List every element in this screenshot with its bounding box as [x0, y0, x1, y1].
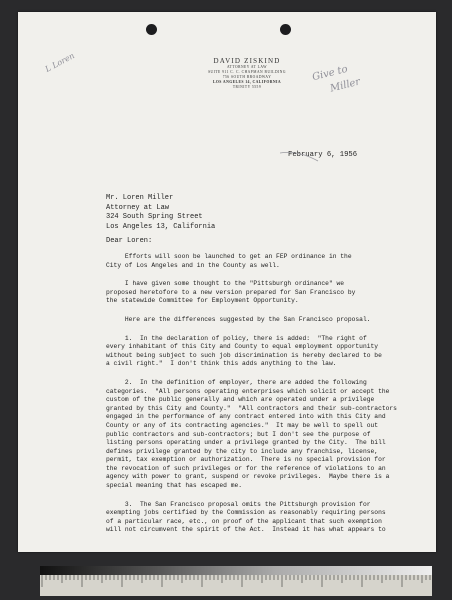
body-line: County or any of its contracting agencies." It may be well to spell out	[106, 421, 379, 429]
letterhead-suite: SUITE 911 C. C. CHAPMAN BUILDING	[208, 70, 286, 74]
handwritten-note-top-right-2: Miller	[329, 76, 362, 95]
recipient-line: 324 South Spring Street	[106, 213, 203, 221]
punch-hole-left	[146, 24, 157, 35]
letterhead-street: 756 SOUTH BROADWAY	[222, 75, 272, 79]
body-line: the revocation of such privileges or for the reference of violations to an	[106, 464, 386, 472]
body-line: listing persons operating under a privilege granted by the City. The bill	[106, 439, 386, 447]
handwritten-note-top-left: L Loren	[43, 51, 76, 74]
letterhead	[178, 57, 316, 90]
body-line: engaged in the performance of any contract entered into with this City and	[106, 413, 386, 421]
letterhead-phone: TRINITY 5559	[232, 85, 262, 89]
body-line: 3. The San Francisco proposal omits the Pittsburgh provision for	[106, 500, 371, 508]
paragraph-3	[106, 316, 416, 325]
letterhead-name: DAVID ZISKIND	[213, 57, 281, 65]
salutation: Dear Loren:	[106, 237, 153, 245]
recipient-line: Mr. Loren Miller	[106, 194, 174, 202]
body-line: I have given some thought to the "Pittsburgh ordinance" we	[106, 280, 345, 288]
body-line: agency with power to grant, suspend or revoke privileges. Maybe there is a	[106, 473, 390, 481]
body-line: permit, tax exemption or authorization. There is no special provision for	[106, 456, 386, 464]
paragraph-2	[106, 280, 416, 306]
body-line: Efforts will soon be launched to get an FEP ordinance in the	[106, 253, 352, 260]
handwritten-note-top-right: Give to	[311, 63, 349, 84]
scale-ruler	[40, 566, 432, 596]
body-line: a civil right." I don't think this adds anything to the law.	[106, 360, 337, 368]
letterhead-title: ATTORNEY AT LAW	[226, 65, 268, 69]
letterhead-city: LOS ANGELES 14, CALIFORNIA	[213, 80, 281, 84]
body-line: the statewide Committee for Employment Opportunity.	[106, 297, 299, 305]
body-line: special meaning that has escaped me.	[106, 482, 243, 490]
color-calibration-band	[40, 566, 432, 575]
body-line: without being subject to such job discrimination is hereby declared to be	[106, 351, 382, 359]
punch-hole-right	[280, 24, 291, 35]
body-line: 2. In the definition of employer, there are added the following	[106, 378, 367, 386]
letter-page	[18, 12, 436, 552]
body-line: public contractors and sub-contractors; but I don't see the purpose of	[106, 430, 371, 438]
body-line: exempting jobs certified by the Commission as reasonably requiring persons	[106, 509, 386, 517]
pencil-mark	[280, 151, 320, 163]
recipient-line: Attorney at Law	[106, 203, 170, 212]
body-line: custom of the public generally and which are operated under a privilege	[106, 396, 375, 404]
body-line: 1. In the declaration of policy, there is added: "The right of	[106, 334, 367, 342]
paragraph-4	[106, 335, 416, 369]
ruler-ticks	[40, 575, 432, 596]
body-line: categories. "All persons operating enterprises which solicit or accept the	[106, 387, 390, 395]
body-line: of a particular race, etc., on proof of the applicant that such exemption	[106, 517, 382, 525]
paragraph-6	[106, 501, 416, 535]
recipient-line: Los Angeles 13, California	[106, 222, 216, 231]
body-line: every inhabitant of this City and County to equal employment opportunity	[106, 343, 379, 351]
letter-date: February 6, 1956	[288, 151, 358, 159]
body-line: Here are the differences suggested by the San Francisco proposal.	[106, 315, 371, 323]
body-line: defines privilege granted by the city to include any franchise, license,	[106, 447, 379, 455]
body-line: proposed heretofore to a new version prepared for San Francisco by	[106, 288, 356, 296]
body-line: granted by this City and County." "All contractors and their sub-contractors	[106, 404, 397, 412]
body-line: City of Los Angeles and in the County as well.	[106, 261, 280, 269]
letter-body	[106, 253, 416, 545]
paragraph-1	[106, 253, 416, 270]
body-line: will not circumvent the spirit of the Act. Instead it has what appears to	[106, 526, 386, 534]
paragraph-5	[106, 379, 416, 491]
recipient-address	[106, 194, 215, 232]
